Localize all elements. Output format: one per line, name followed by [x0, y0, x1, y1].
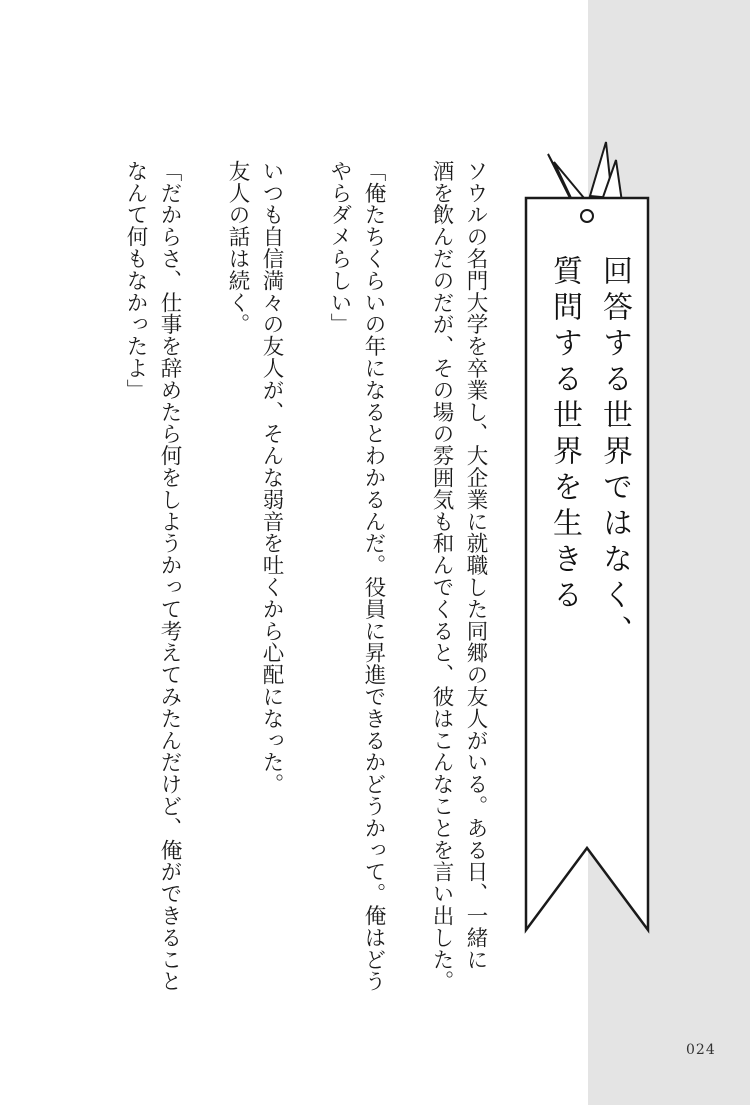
body-line: ソウルの名門大学を卒業し、大企業に就職した同郷の友人がいる。ある日、一緒に	[463, 160, 488, 971]
body-text	[118, 160, 492, 993]
paragraph-spacer	[390, 160, 424, 940]
title-line-2: 質問する世界を生きる	[547, 255, 582, 615]
body-line: なんて何もなかったよ」	[123, 160, 148, 401]
body-line: 友人の話は続く。	[225, 160, 250, 336]
paragraph-spacer	[186, 160, 220, 940]
paragraph-spacer	[288, 160, 322, 940]
page-number: 024	[686, 1042, 716, 1058]
body-line: いつも自信満々の友人が、そんな弱音を吐くから心配になった。	[259, 160, 284, 796]
title-line-1: 回答する世界ではなく、	[597, 255, 632, 651]
body-line: 「だからさ、仕事を辞めたら何をしようかって考えてみたんだけど、俺ができること	[157, 160, 182, 993]
body-line: 「俺たちくらいの年になるとわかるんだ。役員に昇進できるかどうかって。俺はどう	[361, 160, 386, 993]
body-line: 酒を飲んだのだが、その場の雰囲気も和んでくると、彼はこんなことを言い出した。	[429, 160, 454, 993]
body-line: やらダメらしい」	[327, 160, 352, 336]
